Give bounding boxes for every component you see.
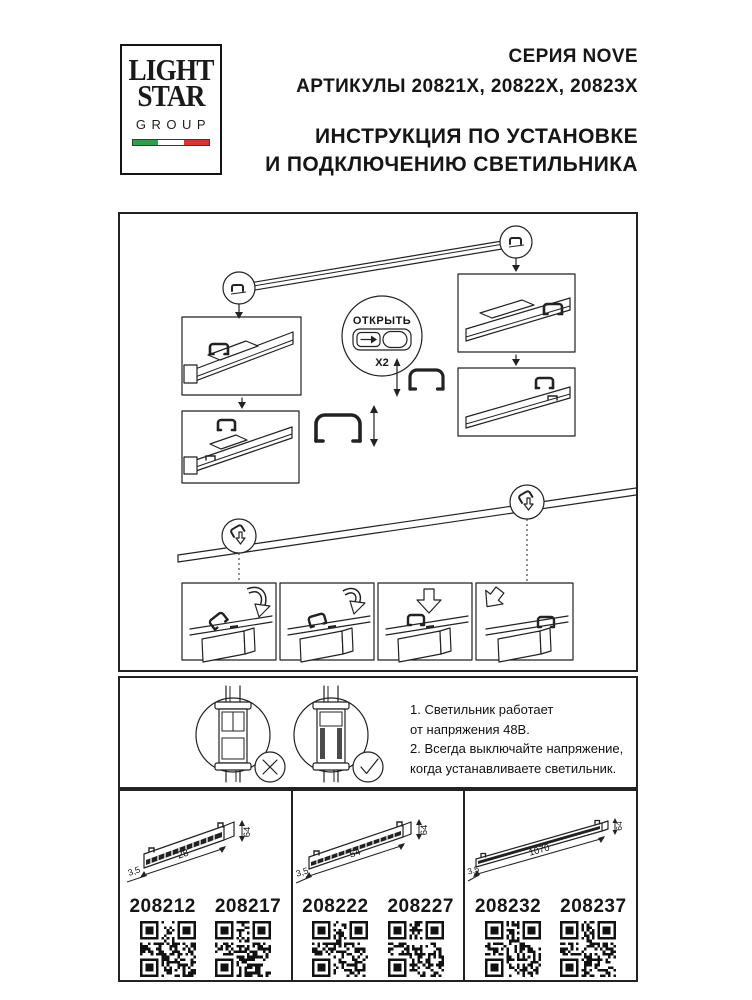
product-drawing-1070 bbox=[466, 795, 636, 895]
up-down-arrow-icon-left bbox=[370, 405, 378, 447]
step-box-right-1 bbox=[458, 274, 575, 352]
detail-circle-top-left bbox=[223, 272, 255, 304]
qr-row-3 bbox=[465, 921, 636, 977]
safety-panel bbox=[118, 676, 638, 789]
product-cell-1 bbox=[120, 791, 291, 980]
clip-step-box-3 bbox=[378, 583, 472, 662]
italian-flag-icon bbox=[132, 139, 210, 146]
series-label: СЕРИЯ NOVE bbox=[508, 46, 638, 67]
mounting-bracket-icon-large bbox=[316, 415, 360, 441]
dim-depth: 3,5 bbox=[294, 865, 310, 879]
step-box-right-2 bbox=[458, 368, 575, 436]
product-drawing-28 bbox=[120, 795, 290, 895]
product-code: 208212 bbox=[129, 896, 196, 917]
safety-notes bbox=[410, 700, 634, 778]
step-box-left-2 bbox=[182, 411, 299, 483]
product-code: 208227 bbox=[387, 896, 454, 917]
safety-line-4: когда устанавливаете светильник. bbox=[410, 760, 617, 776]
dim-length: 54 bbox=[348, 846, 363, 861]
open-instruction-badge bbox=[342, 296, 422, 376]
up-down-arrow-icon-right bbox=[394, 358, 401, 397]
qr-code bbox=[485, 921, 541, 977]
dim-height: 64 bbox=[613, 821, 624, 831]
dim-height: 64 bbox=[242, 826, 254, 838]
dim-height: 64 bbox=[419, 824, 430, 836]
product-specs-panel bbox=[118, 789, 638, 982]
safety-line-1: 1. Светильник работает bbox=[410, 702, 554, 717]
articles-label: АРТИКУЛЫ 20821X, 20822X, 20823X bbox=[296, 76, 638, 97]
qr-row-2 bbox=[293, 921, 464, 977]
product-codes-3 bbox=[465, 896, 636, 918]
open-count-label: X2 bbox=[375, 357, 389, 369]
lightstar-logo bbox=[120, 44, 222, 175]
safety-line-2: от напряжения 48В. bbox=[410, 721, 530, 737]
product-code: 208237 bbox=[560, 896, 627, 917]
flag-green bbox=[133, 140, 158, 145]
page-title bbox=[265, 123, 638, 179]
detail-circle-bottom-right bbox=[510, 485, 544, 519]
mounting-bracket-icon-small bbox=[410, 370, 443, 389]
product-code: 208232 bbox=[474, 896, 542, 917]
header-text bbox=[265, 46, 638, 179]
qr-row-1 bbox=[120, 921, 291, 977]
product-codes-1 bbox=[120, 896, 291, 918]
product-code: 208217 bbox=[214, 896, 282, 917]
installation-diagram-panel bbox=[118, 212, 638, 672]
detail-circle-top-right bbox=[500, 226, 532, 258]
flag-white bbox=[158, 140, 183, 145]
dim-depth: 3,5 bbox=[126, 864, 142, 878]
product-cell-3 bbox=[463, 791, 636, 980]
check-icon bbox=[353, 752, 383, 782]
flag-red bbox=[184, 140, 209, 145]
cross-icon bbox=[255, 752, 285, 782]
dim-depth: 3,5 bbox=[465, 863, 480, 877]
title-line-2: И ПОДКЛЮЧЕНИЮ СВЕТИЛЬНИКА bbox=[265, 153, 638, 176]
dim-length: 1070 bbox=[527, 842, 551, 859]
dim-length: 28 bbox=[176, 847, 191, 862]
qr-code bbox=[560, 921, 616, 977]
product-drawing-54 bbox=[293, 795, 463, 895]
arrow-right-between bbox=[512, 355, 520, 366]
open-label: ОТКРЫТЬ bbox=[352, 315, 412, 327]
step-box-left-1 bbox=[182, 317, 301, 395]
qr-code bbox=[140, 921, 196, 977]
arrow-right-down bbox=[512, 258, 520, 272]
arrow-left-between bbox=[238, 398, 246, 409]
track-rail-top bbox=[243, 239, 514, 292]
safety-line-3: 2. Всегда выключайте напряжение, bbox=[410, 741, 624, 756]
logo-word-star: STAR bbox=[137, 78, 205, 113]
detail-circle-bottom-left bbox=[222, 519, 256, 553]
clip-step-box-2 bbox=[280, 583, 374, 662]
logo-word-group: GROUP bbox=[135, 117, 212, 132]
logo-word-light: LIGHT bbox=[128, 52, 214, 87]
clip-step-box-4 bbox=[476, 583, 573, 662]
wrong-orientation-figure bbox=[196, 686, 285, 782]
product-codes-2 bbox=[293, 896, 464, 918]
installation-diagram bbox=[120, 214, 636, 670]
connector-orientation-diagram bbox=[120, 678, 400, 787]
qr-code bbox=[312, 921, 368, 977]
qr-code bbox=[388, 921, 444, 977]
product-cell-2 bbox=[291, 791, 464, 980]
qr-code bbox=[215, 921, 271, 977]
title-line-1: ИНСТРУКЦИЯ ПО УСТАНОВКЕ bbox=[314, 125, 638, 148]
correct-orientation-figure bbox=[294, 686, 383, 782]
product-code: 208222 bbox=[302, 896, 369, 917]
clip-step-box-1 bbox=[182, 583, 276, 662]
